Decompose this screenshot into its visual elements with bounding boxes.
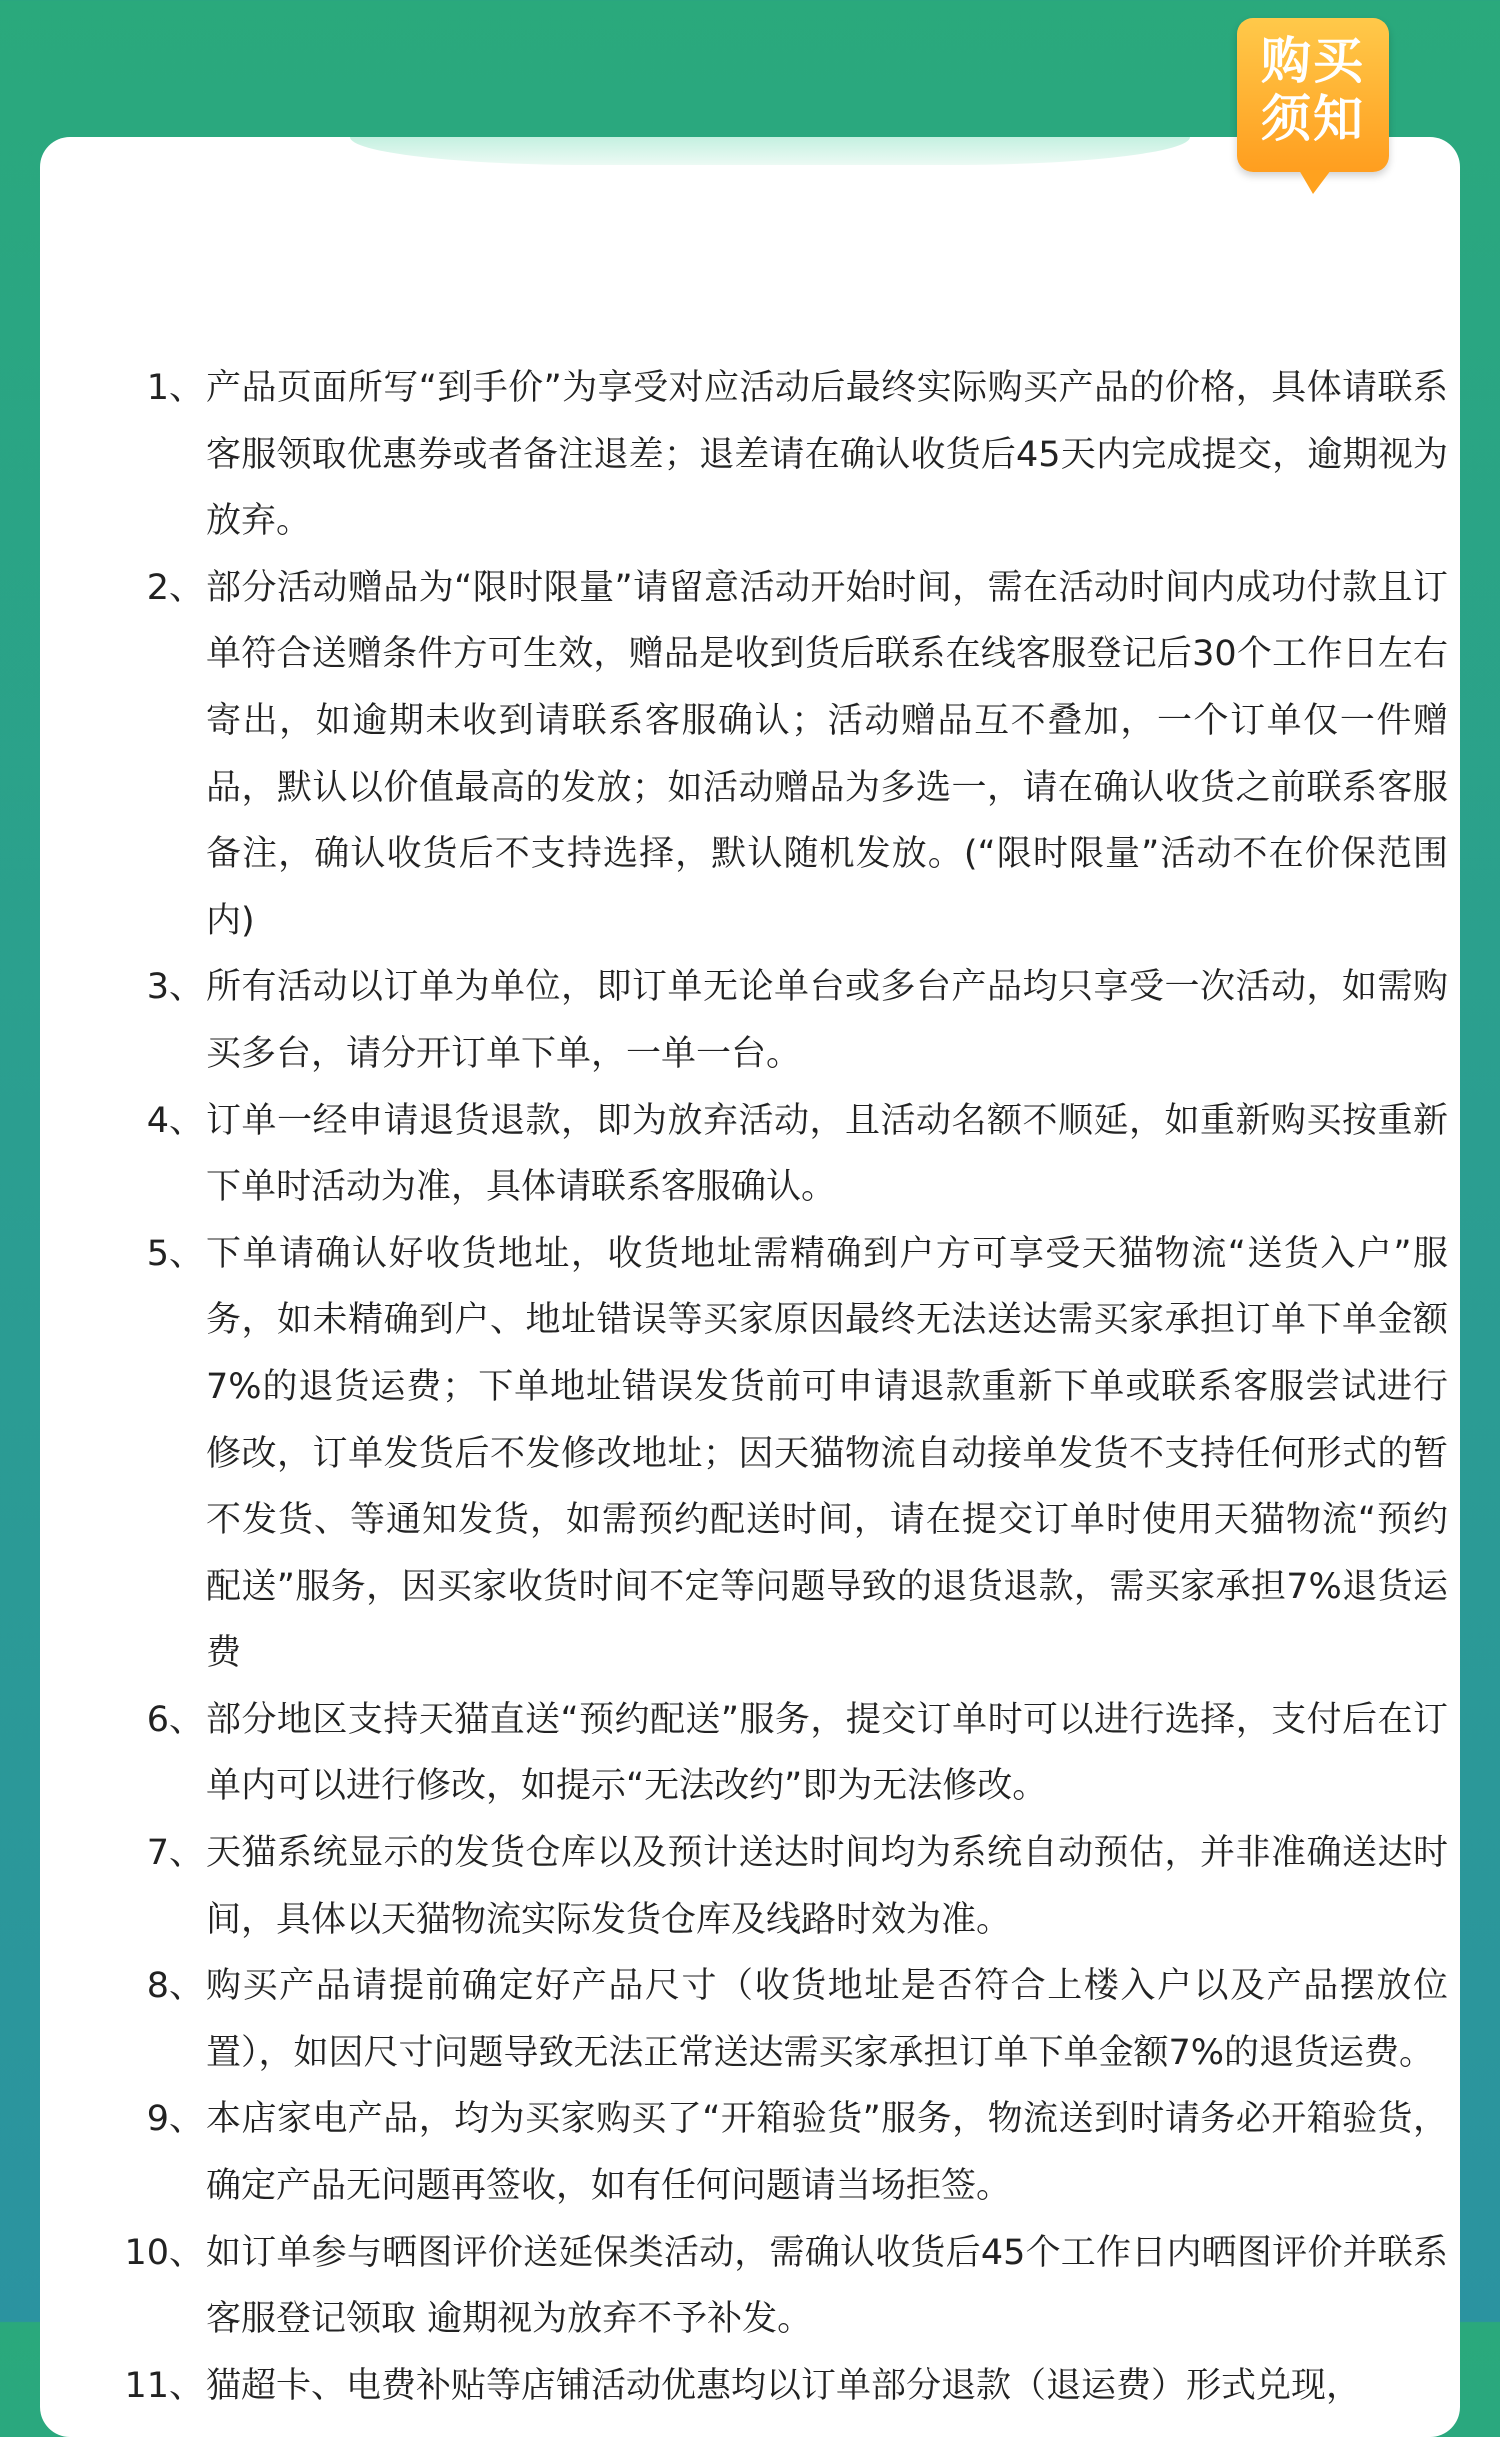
rule-number: 3、 [146,967,204,1008]
rule-text: 部分地区支持天猫直送“预约配送”服务，提交订单时可以进行选择，支付后在订单内可以进行修改，如提示“无法改约”即为无法修改。 [206,1699,1448,1807]
rule-item-10 [112,2220,1448,2353]
rule-item-2 [112,555,1448,955]
rule-text: 产品页面所写“到手价”为享受对应活动后最终实际购买产品的价格，具体请联系客服领取优惠券或者备注退差；退差请在确认收货后45天内完成提交，逾期视为放弃。 [206,368,1448,542]
rule-number: 6、 [146,1699,204,1740]
rule-number: 1、 [146,368,204,408]
rule-text: 如订单参与晒图评价送延保类活动，需确认收货后45个工作日内晒图评价并联系客服登记领取 逾期视为放弃不予补发。 [206,2232,1448,2340]
rule-item-8 [112,1953,1448,2086]
rule-item-7 [112,1820,1448,1953]
notice-card [40,137,1460,2437]
rule-number: 9、 [146,2099,204,2140]
rule-text: 本店家电产品，均为买家购买了“开箱验货”服务，物流送到时请务必开箱验货，确定产品无问题再签收，如有任何问题请当场拒签。 [206,2099,1448,2207]
rule-text: 购买产品请提前确定好产品尺寸（收货地址是否符合上楼入户以及产品摆放位置），如因尺寸问题导致无法正常送达需买家承担订单下单金额7%的退货运费。 [206,1966,1448,2073]
rule-item-11 [112,2353,1448,2420]
rule-item-6 [112,1687,1448,1820]
rule-item-4 [112,1088,1448,1221]
rule-number: 5、 [146,1233,204,1274]
rules-list [112,355,1448,2419]
card-header-tab [350,137,1190,165]
rule-text: 订单一经申请退货退款，即为放弃活动，且活动名额不顺延，如重新购买按重新下单时活动为准，具体请联系客服确认。 [206,1100,1448,1208]
rule-text: 猫超卡、电费补贴等店铺活动优惠均以订单部分退款（退运费）形式兑现， [206,2365,1362,2406]
purchase-notice-badge [1237,18,1389,172]
rule-item-9 [112,2086,1448,2219]
rule-number: 8、 [146,1966,204,2007]
rule-number: 4、 [146,1100,204,1141]
rule-number: 7、 [146,1833,204,1874]
rule-item-1 [112,355,1448,555]
rule-text: 天猫系统显示的发货仓库以及预计送达时间均为系统自动预估，并非准确送达时间，具体以天猫物流实际发货仓库及线路时效为准。 [206,1833,1448,1940]
rule-text: 下单请确认好收货地址，收货地址需精确到户方可享受天猫物流“送货入户”服务，如未精确到户、地址错误等买家原因最终无法送达需买家承担订单下单金额7%的退货运费；下单地址错误发货前可申请退款重新下单或联系客服尝试进行修改，订单发货后不发修改地址；因天猫物流自动接单发货不支持任何形式的暂不发货、等通知发货，如需预约配送时间，请在提交订单时使用天猫物流“预约配送”服务，因买家收货时间不定等问题导致的退货退款，需买家承担7%退货运费 [206,1233,1448,1674]
rule-number: 2、 [146,567,204,608]
rule-number: 10、 [124,2232,204,2273]
badge-label: 购买 须知 [1261,32,1365,148]
rule-number: 11、 [124,2365,204,2406]
rule-item-5 [112,1221,1448,1687]
rule-item-3 [112,954,1448,1087]
rule-text: 部分活动赠品为“限时限量”请留意活动开始时间，需在活动时间内成功付款且订单符合送赠条件方可生效，赠品是收到货后联系在线客服登记后30个工作日左右寄出，如逾期未收到请联系客服确认；活动赠品互不叠加，一个订单仅一件赠品，默认以价值最高的发放；如活动赠品为多选一，请在确认收货之前联系客服备注，确认收货后不支持选择，默认随机发放。(“限时限量”活动不在价保范围内) [206,567,1448,941]
rule-text: 所有活动以订单为单位，即订单无论单台或多台产品均只享受一次活动，如需购买多台，请分开订单下单，一单一台。 [206,967,1448,1074]
